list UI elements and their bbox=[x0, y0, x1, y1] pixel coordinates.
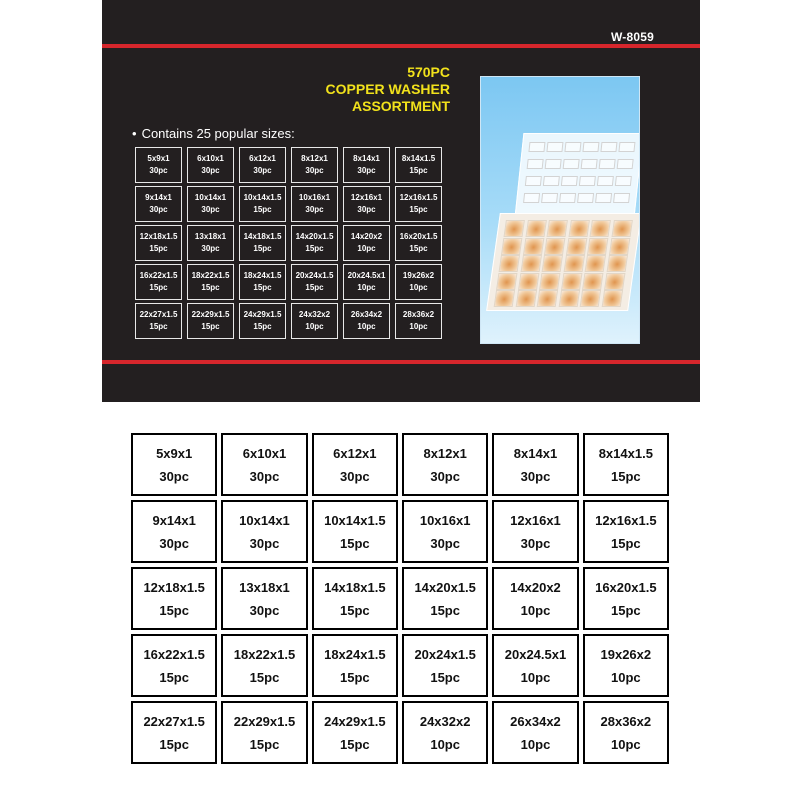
lid-label-slot bbox=[541, 193, 558, 203]
washer-size: 12x16x1 bbox=[510, 512, 561, 528]
washer-size: 26x34x2 bbox=[350, 310, 383, 319]
washer-size: 13x18x1 bbox=[239, 579, 290, 595]
washer-quantity: 30pc bbox=[253, 166, 272, 175]
small-size-cell bbox=[343, 147, 390, 183]
small-size-grid bbox=[133, 146, 444, 340]
large-size-cell bbox=[131, 500, 217, 563]
bottom-red-divider bbox=[102, 360, 700, 364]
small-size-cell bbox=[135, 186, 182, 222]
washer-quantity: 30pc bbox=[249, 602, 280, 618]
washer-size: 10x16x1 bbox=[419, 512, 471, 528]
lid-label-slot bbox=[523, 193, 540, 203]
washer-quantity: 15pc bbox=[430, 602, 460, 618]
washer-quantity: 15pc bbox=[149, 322, 168, 331]
washer-size: 8x14x1 bbox=[513, 445, 558, 461]
washer-quantity: 15pc bbox=[253, 205, 272, 214]
small-size-cell bbox=[239, 186, 286, 222]
washer-compartment bbox=[601, 290, 622, 307]
washer-size: 5x9x1 bbox=[156, 445, 193, 461]
small-size-cell bbox=[343, 225, 390, 261]
washer-size: 18x24x1.5 bbox=[324, 646, 386, 662]
small-size-cell bbox=[187, 264, 234, 300]
large-size-cell bbox=[131, 701, 217, 764]
washer-quantity: 10pc bbox=[357, 244, 376, 253]
large-size-cell bbox=[583, 567, 669, 630]
washer-size: 24x29x1.5 bbox=[243, 310, 282, 319]
large-size-cell bbox=[312, 634, 398, 697]
small-size-cell bbox=[291, 264, 338, 300]
header-panel bbox=[102, 0, 700, 402]
large-size-cell bbox=[402, 701, 488, 764]
washer-quantity: 15pc bbox=[201, 322, 220, 331]
washer-size: 10x14x1.5 bbox=[324, 512, 386, 528]
washer-quantity: 15pc bbox=[159, 669, 189, 685]
washer-quantity: 30pc bbox=[430, 535, 460, 551]
title-line-type: ASSORTMENT bbox=[352, 98, 450, 114]
washer-size: 14x20x1.5 bbox=[414, 579, 476, 595]
lid-label-slot bbox=[525, 176, 542, 186]
washer-compartment bbox=[542, 255, 563, 272]
model-number: W-8059 bbox=[611, 30, 654, 44]
lid-label-slot bbox=[563, 159, 580, 169]
washer-size: 9x14x1 bbox=[145, 193, 172, 202]
washer-quantity: 15pc bbox=[409, 205, 428, 214]
lid-label-slot bbox=[618, 142, 635, 152]
product-title bbox=[326, 64, 450, 115]
washer-quantity: 10pc bbox=[409, 283, 428, 292]
washer-compartment bbox=[580, 290, 601, 307]
large-size-cell bbox=[221, 701, 307, 764]
small-size-cell bbox=[239, 264, 286, 300]
contains-text: Contains 25 popular sizes: bbox=[141, 126, 295, 141]
bullet-icon: • bbox=[132, 126, 137, 141]
lid-label-slot bbox=[561, 176, 578, 186]
washer-quantity: 30pc bbox=[357, 166, 376, 175]
washer-quantity: 15pc bbox=[149, 283, 168, 292]
lid-label-slot bbox=[597, 176, 614, 186]
washer-quantity: 10pc bbox=[611, 669, 641, 685]
washer-size: 12x16x1.5 bbox=[595, 512, 657, 528]
small-size-cell bbox=[135, 147, 182, 183]
washer-compartment bbox=[496, 273, 517, 290]
small-size-cell bbox=[291, 147, 338, 183]
washer-quantity: 30pc bbox=[201, 166, 220, 175]
case-base bbox=[486, 213, 640, 311]
washer-quantity: 30pc bbox=[430, 468, 460, 484]
washer-quantity: 30pc bbox=[249, 535, 280, 551]
washer-size: 16x20x1.5 bbox=[595, 579, 657, 595]
washer-compartment bbox=[609, 238, 630, 255]
lid-label-slot bbox=[579, 176, 596, 186]
washer-quantity: 15pc bbox=[159, 736, 189, 752]
washer-size: 8x14x1.5 bbox=[401, 154, 436, 163]
title-line-product: COPPER WASHER bbox=[325, 81, 450, 97]
washer-quantity: 10pc bbox=[357, 283, 376, 292]
lid-label-slot bbox=[595, 193, 612, 203]
washer-size: 24x32x2 bbox=[298, 310, 331, 319]
washer-quantity: 30pc bbox=[249, 468, 280, 484]
washer-size: 18x22x1.5 bbox=[191, 271, 230, 280]
washer-size: 16x20x1.5 bbox=[399, 232, 438, 241]
large-size-cell bbox=[221, 634, 307, 697]
lid-label-slot bbox=[617, 159, 634, 169]
washer-size: 8x14x1.5 bbox=[598, 445, 653, 461]
lid-label-slot bbox=[546, 142, 563, 152]
washer-quantity: 15pc bbox=[611, 468, 641, 484]
washer-size: 8x12x1 bbox=[423, 445, 467, 461]
washer-size: 22x29x1.5 bbox=[191, 310, 230, 319]
washer-quantity: 30pc bbox=[357, 205, 376, 214]
washer-size: 28x36x2 bbox=[402, 310, 435, 319]
washer-size: 16x22x1.5 bbox=[139, 271, 178, 280]
washer-size: 20x24x1.5 bbox=[295, 271, 334, 280]
washer-compartment bbox=[558, 290, 579, 307]
washer-quantity: 30pc bbox=[159, 468, 189, 484]
large-size-cell bbox=[492, 567, 578, 630]
washer-quantity: 30pc bbox=[520, 468, 551, 484]
lid-label-slot bbox=[543, 176, 560, 186]
washer-quantity: 30pc bbox=[340, 468, 370, 484]
washer-size: 6x10x1 bbox=[197, 154, 224, 163]
large-size-cell bbox=[492, 701, 578, 764]
washer-size: 10x14x1.5 bbox=[243, 193, 282, 202]
large-size-cell bbox=[221, 500, 307, 563]
washer-compartment bbox=[515, 290, 536, 307]
washer-size: 14x18x1.5 bbox=[243, 232, 282, 241]
lid-label-slot bbox=[528, 142, 545, 152]
washer-size: 16x22x1.5 bbox=[143, 646, 205, 662]
washer-size: 22x27x1.5 bbox=[139, 310, 178, 319]
title-line-quantity: 570PC bbox=[407, 64, 450, 80]
large-size-cell bbox=[402, 567, 488, 630]
washer-compartment bbox=[606, 255, 627, 272]
washer-size: 12x16x1.5 bbox=[399, 193, 438, 202]
washer-size: 14x18x1.5 bbox=[324, 579, 386, 595]
washer-quantity: 15pc bbox=[201, 283, 220, 292]
washer-quantity: 15pc bbox=[409, 166, 428, 175]
washer-size: 18x24x1.5 bbox=[243, 271, 282, 280]
washer-quantity: 30pc bbox=[159, 535, 189, 551]
washer-size: 10x16x1 bbox=[298, 193, 331, 202]
washer-size: 22x27x1.5 bbox=[143, 713, 205, 729]
washer-size: 19x26x2 bbox=[402, 271, 435, 280]
lid-label-slot bbox=[615, 176, 632, 186]
small-size-cell bbox=[187, 147, 234, 183]
large-size-cell bbox=[131, 634, 217, 697]
washer-quantity: 30pc bbox=[149, 166, 168, 175]
washer-size: 8x12x1 bbox=[301, 154, 328, 163]
large-size-cell bbox=[221, 567, 307, 630]
contains-line bbox=[132, 126, 295, 141]
lid-label-slot bbox=[582, 142, 599, 152]
lid-label-slot bbox=[581, 159, 598, 169]
washer-compartment bbox=[539, 273, 560, 290]
washer-size: 14x20x1.5 bbox=[295, 232, 334, 241]
large-size-cell bbox=[312, 500, 398, 563]
case-lid bbox=[515, 133, 640, 217]
large-size-cell bbox=[583, 634, 669, 697]
washer-quantity: 30pc bbox=[305, 205, 324, 214]
washer-quantity: 15pc bbox=[340, 736, 370, 752]
washer-quantity: 30pc bbox=[305, 166, 324, 175]
washer-size: 13x18x1 bbox=[194, 232, 227, 241]
washer-size: 9x14x1 bbox=[152, 512, 196, 528]
washer-compartment bbox=[520, 255, 541, 272]
washer-quantity: 10pc bbox=[520, 736, 551, 752]
washer-size: 12x16x1 bbox=[350, 193, 383, 202]
washer-quantity: 30pc bbox=[201, 244, 220, 253]
washer-compartment bbox=[523, 238, 544, 255]
small-size-cell bbox=[239, 225, 286, 261]
small-size-cell bbox=[395, 186, 442, 222]
washer-size: 19x26x2 bbox=[600, 646, 652, 662]
lid-label-slot bbox=[577, 193, 594, 203]
washer-size: 6x12x1 bbox=[249, 154, 276, 163]
washer-size: 12x18x1.5 bbox=[139, 232, 178, 241]
large-size-cell bbox=[583, 433, 669, 496]
washer-size: 22x29x1.5 bbox=[233, 713, 296, 729]
washer-quantity: 15pc bbox=[249, 736, 280, 752]
large-size-cell bbox=[312, 701, 398, 764]
small-size-cell bbox=[343, 303, 390, 339]
washer-quantity: 10pc bbox=[430, 736, 460, 752]
lid-label-slot bbox=[600, 142, 617, 152]
washer-quantity: 10pc bbox=[611, 736, 641, 752]
washer-quantity: 15pc bbox=[149, 244, 168, 253]
washer-compartment bbox=[582, 273, 603, 290]
washer-quantity: 30pc bbox=[520, 535, 551, 551]
washer-quantity: 15pc bbox=[340, 602, 370, 618]
washer-compartment bbox=[518, 273, 539, 290]
washer-size: 24x32x2 bbox=[419, 713, 471, 729]
washer-compartment bbox=[504, 220, 525, 237]
washer-compartment bbox=[537, 290, 558, 307]
washer-quantity: 15pc bbox=[253, 244, 272, 253]
large-size-cell bbox=[492, 500, 578, 563]
washer-quantity: 10pc bbox=[520, 669, 551, 685]
lid-label-slot bbox=[564, 142, 581, 152]
washer-quantity: 15pc bbox=[305, 244, 324, 253]
small-size-cell bbox=[291, 186, 338, 222]
washer-quantity: 30pc bbox=[149, 205, 168, 214]
washer-quantity: 15pc bbox=[253, 283, 272, 292]
washer-size: 8x14x1 bbox=[353, 154, 380, 163]
top-red-divider bbox=[102, 44, 700, 48]
large-size-cell bbox=[492, 433, 578, 496]
washer-quantity: 15pc bbox=[430, 669, 460, 685]
washer-size: 12x18x1.5 bbox=[143, 579, 205, 595]
washer-quantity: 15pc bbox=[611, 535, 641, 551]
large-size-cell bbox=[221, 433, 307, 496]
large-size-grid bbox=[131, 433, 669, 764]
washer-compartment bbox=[611, 220, 632, 237]
washer-compartment bbox=[494, 290, 515, 307]
washer-compartment bbox=[568, 220, 589, 237]
washer-size: 14x20x2 bbox=[350, 232, 383, 241]
washer-quantity: 10pc bbox=[520, 602, 551, 618]
washer-compartment bbox=[566, 238, 587, 255]
lid-label-slot bbox=[613, 193, 630, 203]
washer-compartment bbox=[590, 220, 611, 237]
lid-label-slot bbox=[599, 159, 616, 169]
lid-label-slot bbox=[559, 193, 576, 203]
washer-compartment bbox=[587, 238, 608, 255]
washer-compartment bbox=[547, 220, 568, 237]
washer-quantity: 15pc bbox=[305, 283, 324, 292]
washer-size: 10x14x1 bbox=[239, 512, 290, 528]
large-size-cell bbox=[492, 634, 578, 697]
lid-label-slot bbox=[527, 159, 544, 169]
washer-size: 6x12x1 bbox=[333, 445, 377, 461]
washer-size: 10x14x1 bbox=[194, 193, 227, 202]
washer-quantity: 15pc bbox=[249, 669, 280, 685]
small-size-cell bbox=[187, 186, 234, 222]
lid-label-slot bbox=[545, 159, 562, 169]
washer-quantity: 15pc bbox=[340, 535, 370, 551]
large-size-cell bbox=[131, 433, 217, 496]
washer-quantity: 30pc bbox=[201, 205, 220, 214]
small-size-cell bbox=[187, 303, 234, 339]
washer-compartment bbox=[499, 255, 520, 272]
large-size-cell bbox=[131, 567, 217, 630]
washer-size: 20x24.5x1 bbox=[504, 646, 567, 662]
washer-compartment bbox=[544, 238, 565, 255]
washer-compartment bbox=[585, 255, 606, 272]
small-size-cell bbox=[239, 303, 286, 339]
small-size-cell bbox=[135, 303, 182, 339]
small-size-cell bbox=[395, 147, 442, 183]
washer-quantity: 15pc bbox=[611, 602, 641, 618]
washer-quantity: 15pc bbox=[340, 669, 370, 685]
small-size-cell bbox=[291, 225, 338, 261]
washer-compartment bbox=[604, 273, 625, 290]
washer-quantity: 10pc bbox=[357, 322, 376, 331]
large-size-cell bbox=[402, 500, 488, 563]
small-size-cell bbox=[291, 303, 338, 339]
washer-quantity: 10pc bbox=[305, 322, 324, 331]
washer-size: 18x22x1.5 bbox=[233, 646, 296, 662]
large-size-cell bbox=[402, 433, 488, 496]
large-size-cell bbox=[402, 634, 488, 697]
product-photo bbox=[480, 76, 640, 344]
small-size-cell bbox=[239, 147, 286, 183]
washer-size: 20x24x1.5 bbox=[414, 646, 476, 662]
washer-compartment bbox=[561, 273, 582, 290]
small-size-cell bbox=[187, 225, 234, 261]
washer-size: 26x34x2 bbox=[510, 713, 561, 729]
large-size-cell bbox=[583, 701, 669, 764]
small-size-cell bbox=[343, 264, 390, 300]
washer-size: 20x24.5x1 bbox=[347, 271, 386, 280]
small-size-cell bbox=[135, 225, 182, 261]
washer-quantity: 15pc bbox=[409, 244, 428, 253]
washer-size: 28x36x2 bbox=[600, 713, 652, 729]
washer-compartment bbox=[563, 255, 584, 272]
washer-size: 5x9x1 bbox=[147, 154, 170, 163]
large-size-cell bbox=[583, 500, 669, 563]
washer-size: 14x20x2 bbox=[510, 579, 561, 595]
small-size-cell bbox=[395, 264, 442, 300]
small-size-cell bbox=[343, 186, 390, 222]
large-size-cell bbox=[312, 567, 398, 630]
washer-compartment bbox=[525, 220, 546, 237]
washer-quantity: 15pc bbox=[253, 322, 272, 331]
large-size-cell bbox=[312, 433, 398, 496]
washer-size: 24x29x1.5 bbox=[324, 713, 386, 729]
washer-compartment bbox=[501, 238, 522, 255]
washer-quantity: 10pc bbox=[409, 322, 428, 331]
small-size-cell bbox=[395, 225, 442, 261]
small-size-cell bbox=[395, 303, 442, 339]
small-size-cell bbox=[135, 264, 182, 300]
washer-quantity: 15pc bbox=[159, 602, 189, 618]
washer-size: 6x10x1 bbox=[242, 445, 287, 461]
